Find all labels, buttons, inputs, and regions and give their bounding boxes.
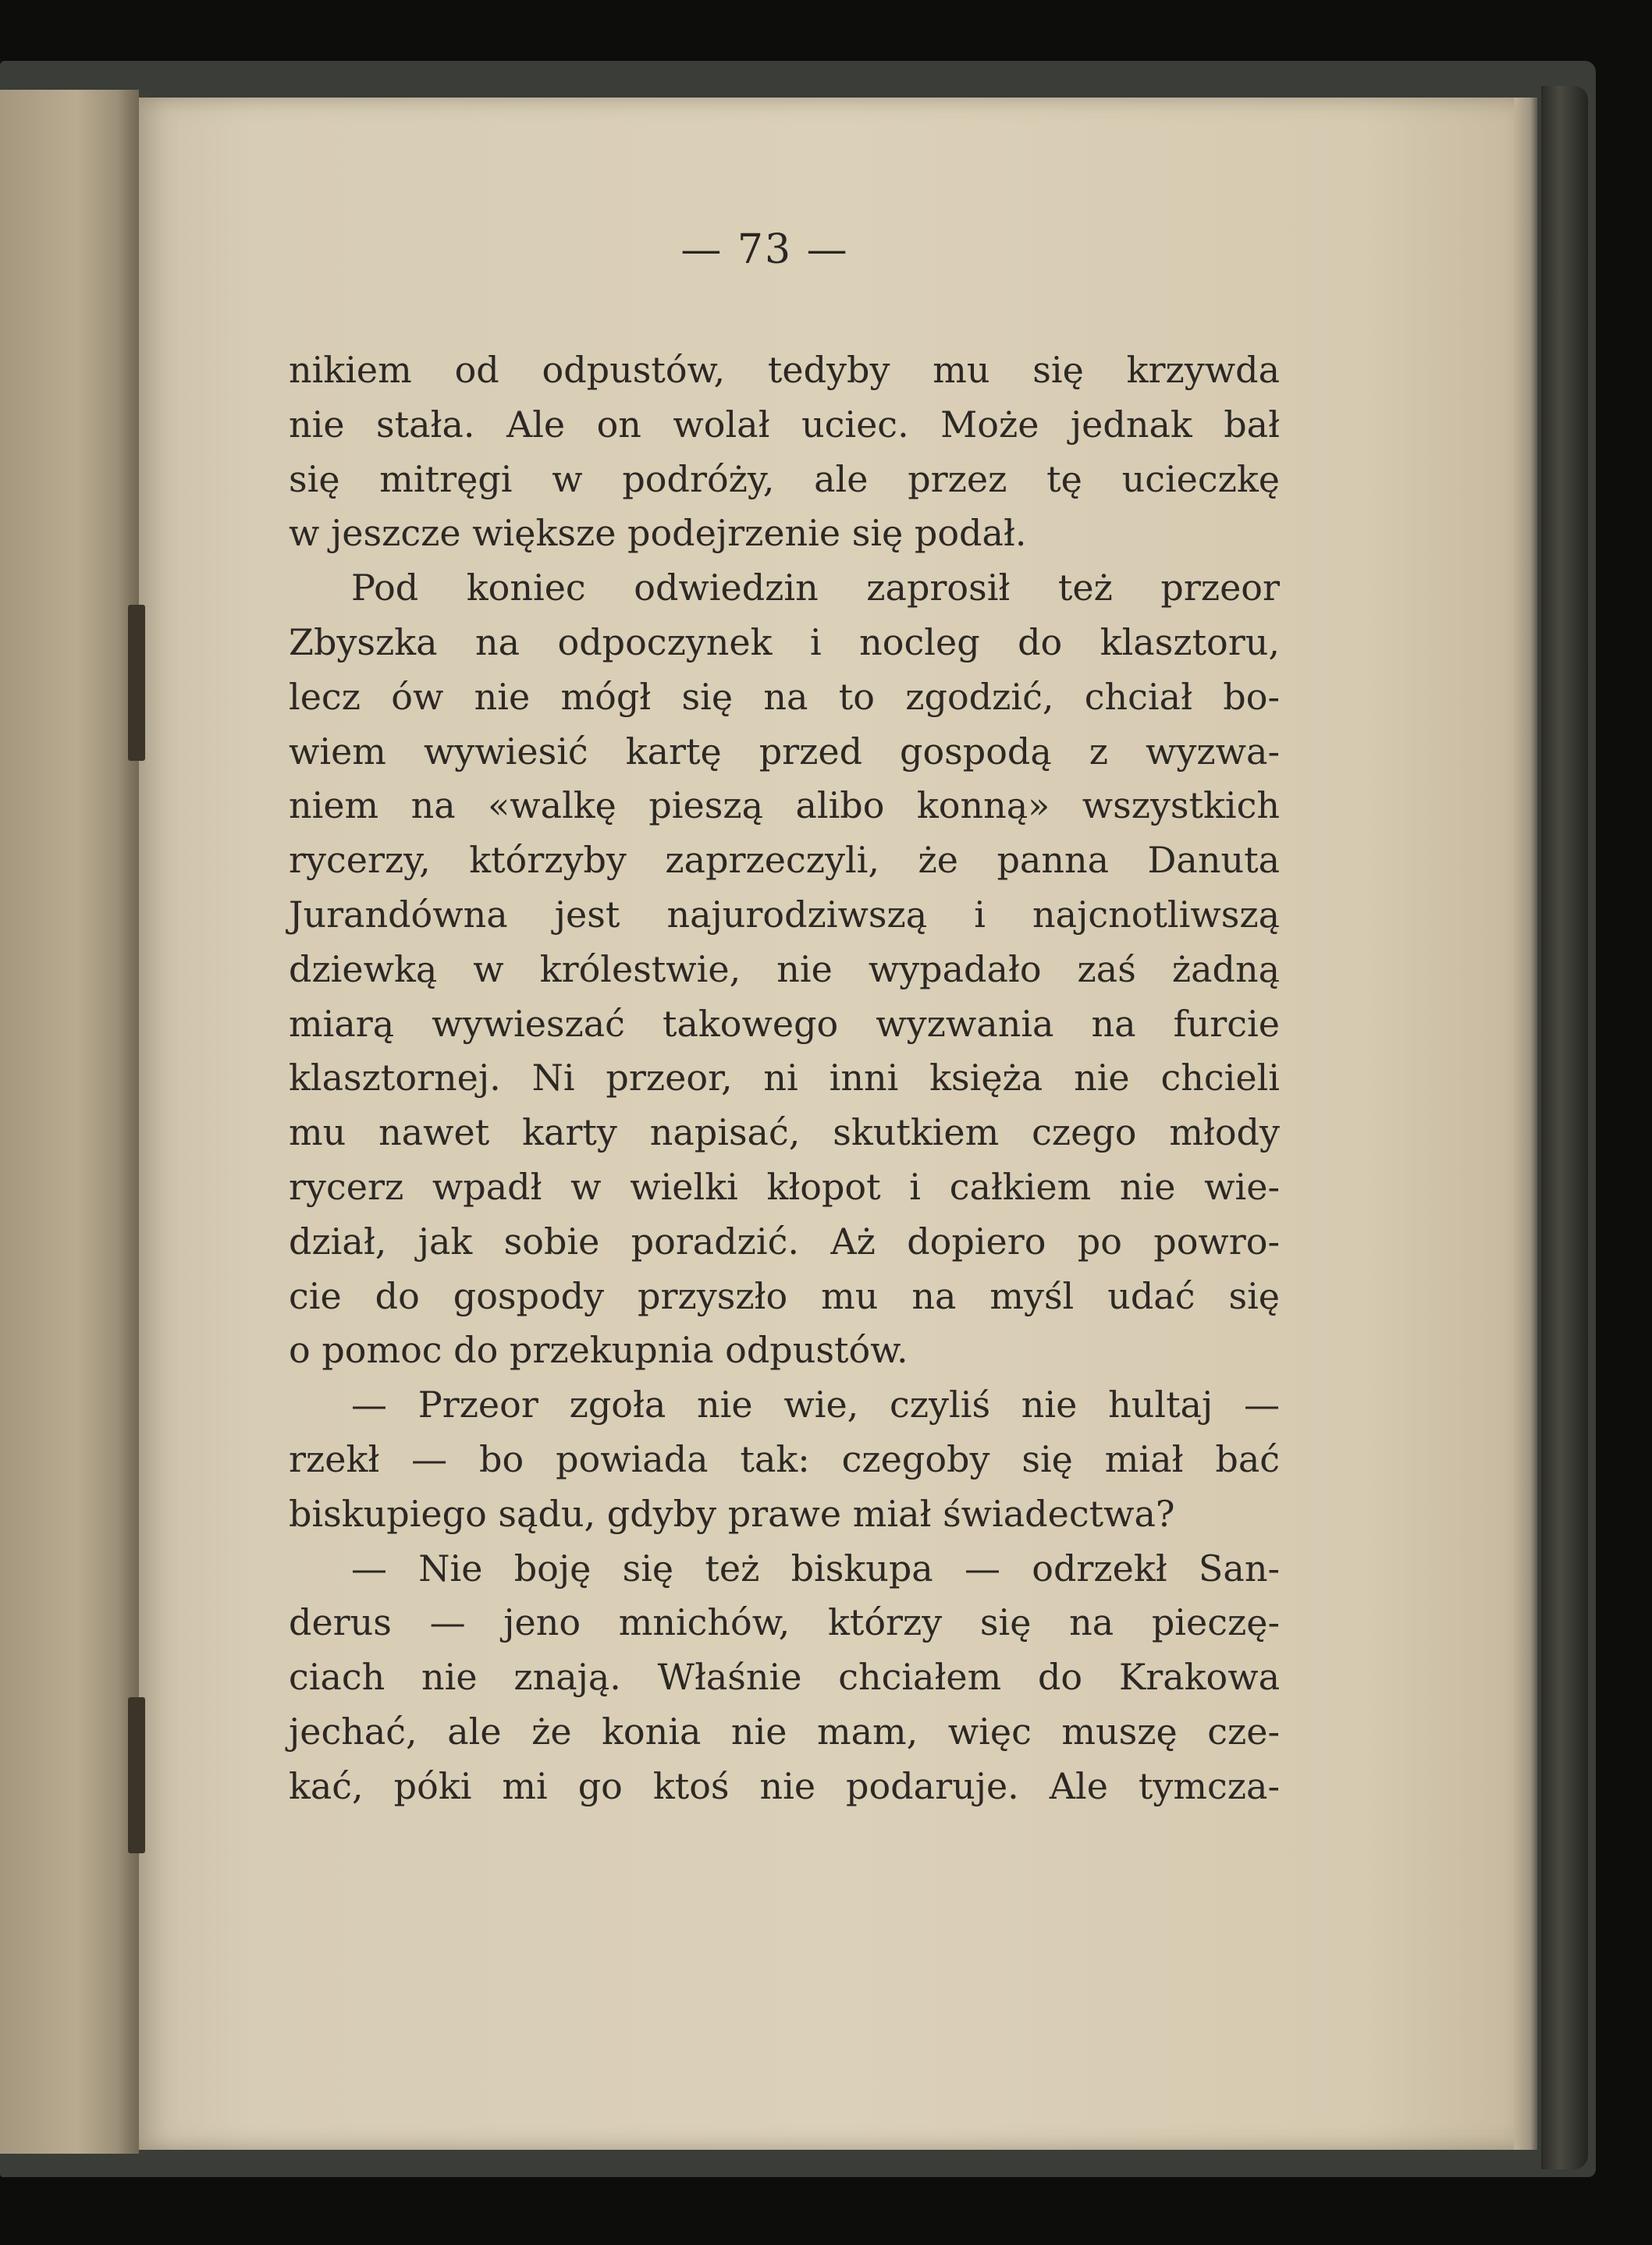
text-line: — Przeor zgoła nie wie, czyliś nie hultaj —	[351, 1384, 1280, 1426]
binding-clip	[128, 605, 145, 761]
text-line: cie do gospody przyszło mu na myśl udać się	[289, 1274, 1280, 1317]
text-line: — Nie boję się też biskupa — odrzekł San-	[351, 1547, 1280, 1590]
text-line: rycerz wpadł w wielki kłopot i całkiem nie wie-	[289, 1165, 1280, 1208]
body-text	[289, 343, 1280, 1814]
page-number: — 73 —	[680, 226, 849, 273]
text-line: w jeszcze większe podejrzenie się podał.	[289, 512, 1027, 555]
binding-clip	[128, 1697, 145, 1853]
text-line: kać, póki mi go ktoś nie podaruje. Ale tymcza-	[289, 1764, 1280, 1807]
text-line: miarą wywieszać takowego wyzwania na furcie	[289, 1002, 1280, 1045]
text-line: się mitręgi w podróży, ale przez tę ucieczkę	[289, 457, 1280, 500]
cover-board-edge	[1541, 86, 1588, 2169]
text-line: lecz ów nie mógł się na to zgodzić, chciał bo-	[289, 675, 1280, 718]
text-line: o pomoc do przekupnia odpustów.	[289, 1329, 908, 1372]
text-line: wiem wywiesić kartę przed gospodą z wyzwa-	[289, 730, 1280, 773]
text-line: dział, jak sobie poradzić. Aż dopiero po powro-	[289, 1220, 1280, 1263]
text-line: klasztornej. Ni przeor, ni inni księża nie chcieli	[289, 1057, 1280, 1099]
text-line: dziewką w królestwie, nie wypadało zaś żadną	[289, 947, 1280, 990]
page-right-edge	[1514, 98, 1537, 2150]
text-line: biskupiego sądu, gdyby prawe miał świadectwa?	[289, 1492, 1175, 1535]
text-line: derus — jeno mnichów, którzy się na pieczę-	[289, 1601, 1280, 1644]
text-line: nikiem od odpustów, tedyby mu się krzywda	[289, 349, 1280, 391]
text-line: nie stała. Ale on wolał uciec. Może jednak bał	[289, 403, 1280, 446]
text-line: Jurandówna jest najurodziwszą i najcnotliwszą	[289, 893, 1280, 936]
text-line: ciach nie znają. Właśnie chciałem do Krakowa	[289, 1656, 1280, 1699]
text-line: niem na «walkę pieszą alibo konną» wszystkich	[289, 784, 1280, 827]
text-line: rzekł — bo powiada tak: czegoby się miał bać	[289, 1437, 1280, 1480]
text-line: jechać, ale że konia nie mam, więc muszę cze-	[289, 1710, 1280, 1753]
text-line: Pod koniec odwiedzin zaprosił też przeor	[351, 567, 1280, 609]
text-line: mu nawet karty napisać, skutkiem czego młody	[289, 1111, 1280, 1154]
text-line: Zbyszka na odpoczynek i nocleg do klasztoru,	[289, 620, 1280, 663]
text-line: rycerzy, którzyby zaprzeczyli, że panna Danuta	[289, 839, 1280, 882]
